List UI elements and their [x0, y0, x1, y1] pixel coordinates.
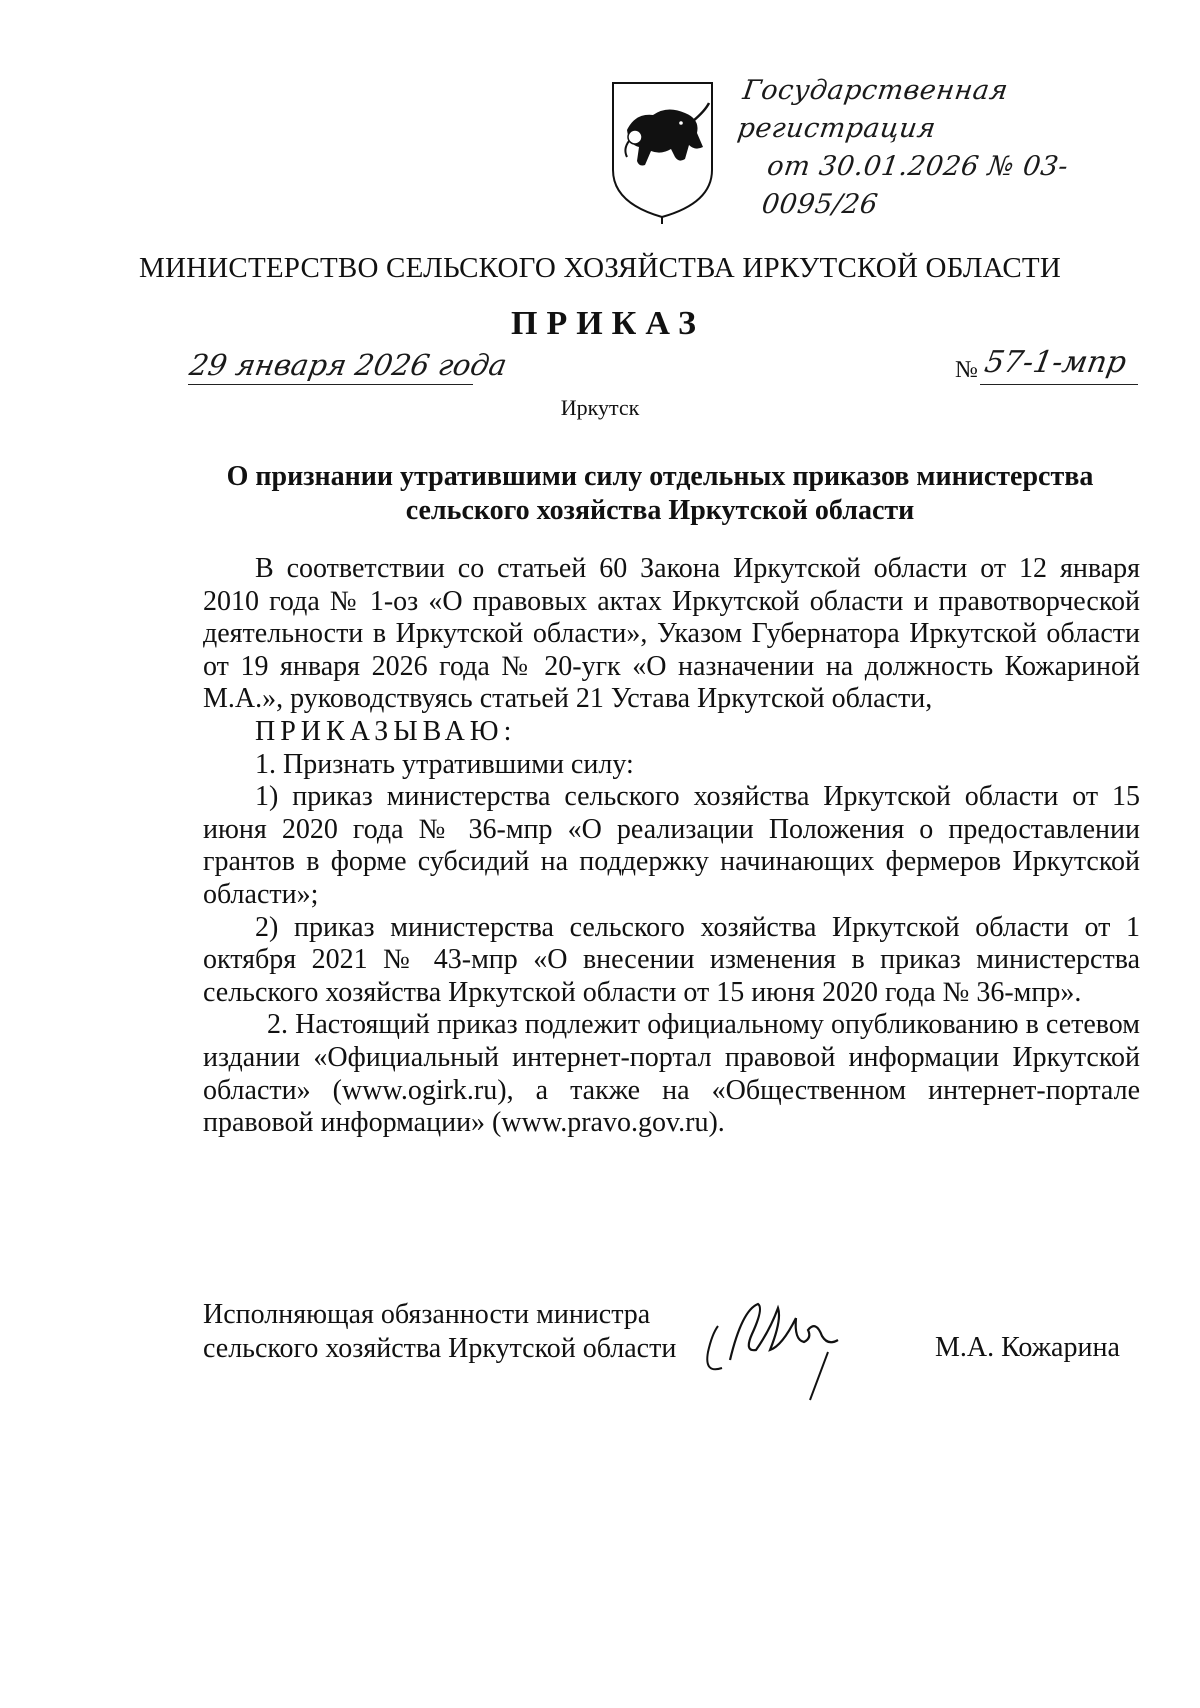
preamble-paragraph: В соответствии со статьей 60 Закона Иркутской области от 12 января 2010 года № 1-оз «О правовых актах Иркутской области и правотворческой деятельности в Иркутской области», Указом Губернатора Иркутской области от 19 января 2026 года № 20-угк «О назначении на должность Кожариной М.А.», руководствуясь статьей 21 Устава Иркутской области, [203, 553, 1140, 715]
item-1-2: 2) приказ министерства сельского хозяйства Иркутской области от 1 октября 2021 № 43-мпр «О внесении изменения в приказ министерства сельского хозяйства Иркутской области от 15 июня 2020 года № 36-мпр». [203, 911, 1140, 1008]
signer-position-line1: Исполняющая обязанности министра [203, 1299, 651, 1330]
document-type: ПРИКАЗ [511, 305, 705, 342]
number-underline [980, 384, 1138, 385]
registration-note [724, 72, 1165, 224]
subject-line2: сельского хозяйства Иркутской области [405, 495, 915, 526]
handwritten-signature [700, 1290, 870, 1420]
ministry-name: МИНИСТЕРСТВО СЕЛЬСКОГО ХОЗЯЙСТВА ИРКУТСКОЙ ОБЛАСТИ [139, 252, 1061, 284]
document-date: 29 января 2026 года [187, 348, 510, 382]
coat-of-arms-icon [605, 75, 720, 225]
signer-name: М.А. Кожарина [935, 1332, 1120, 1363]
signer-position-line2: сельского хозяйства Иркутской области [203, 1333, 677, 1364]
order-word: ПРИКАЗЫВАЮ: [255, 715, 517, 747]
item-2: 2. Настоящий приказ подлежит официальному опубликованию в сетевом издании «Официальный интернет-портал правовой информации Иркутской области» (www.ogirk.ru), а также на «Общественном интернет-портале правовой информации» (www.pravo.gov.ru). [203, 1009, 1140, 1139]
document-number: 57-1-мпр [981, 345, 1130, 380]
signer-position [203, 1298, 676, 1366]
city: Иркутск [560, 395, 640, 420]
item-1: 1. Признать утратившими силу: [255, 748, 634, 780]
registration-note-line2: от 30.01.2026 № 03-0095/26 [759, 151, 1071, 220]
registration-note-line1: Государственная регистрация [735, 75, 1011, 144]
document-body [203, 553, 1140, 1140]
item-1-1: 1) приказ министерства сельского хозяйства Иркутской области от 15 июня 2020 года № 36-мпр «О реализации Положения о предоставлении грантов в форме субсидий на поддержку начинающих фермеров Иркутской области»; [203, 781, 1140, 910]
subject-line1: О признании утратившими силу отдельных приказов министерства [226, 461, 1094, 492]
date-underline [188, 384, 473, 385]
number-label: № [955, 357, 978, 383]
document-subject [200, 460, 1120, 528]
